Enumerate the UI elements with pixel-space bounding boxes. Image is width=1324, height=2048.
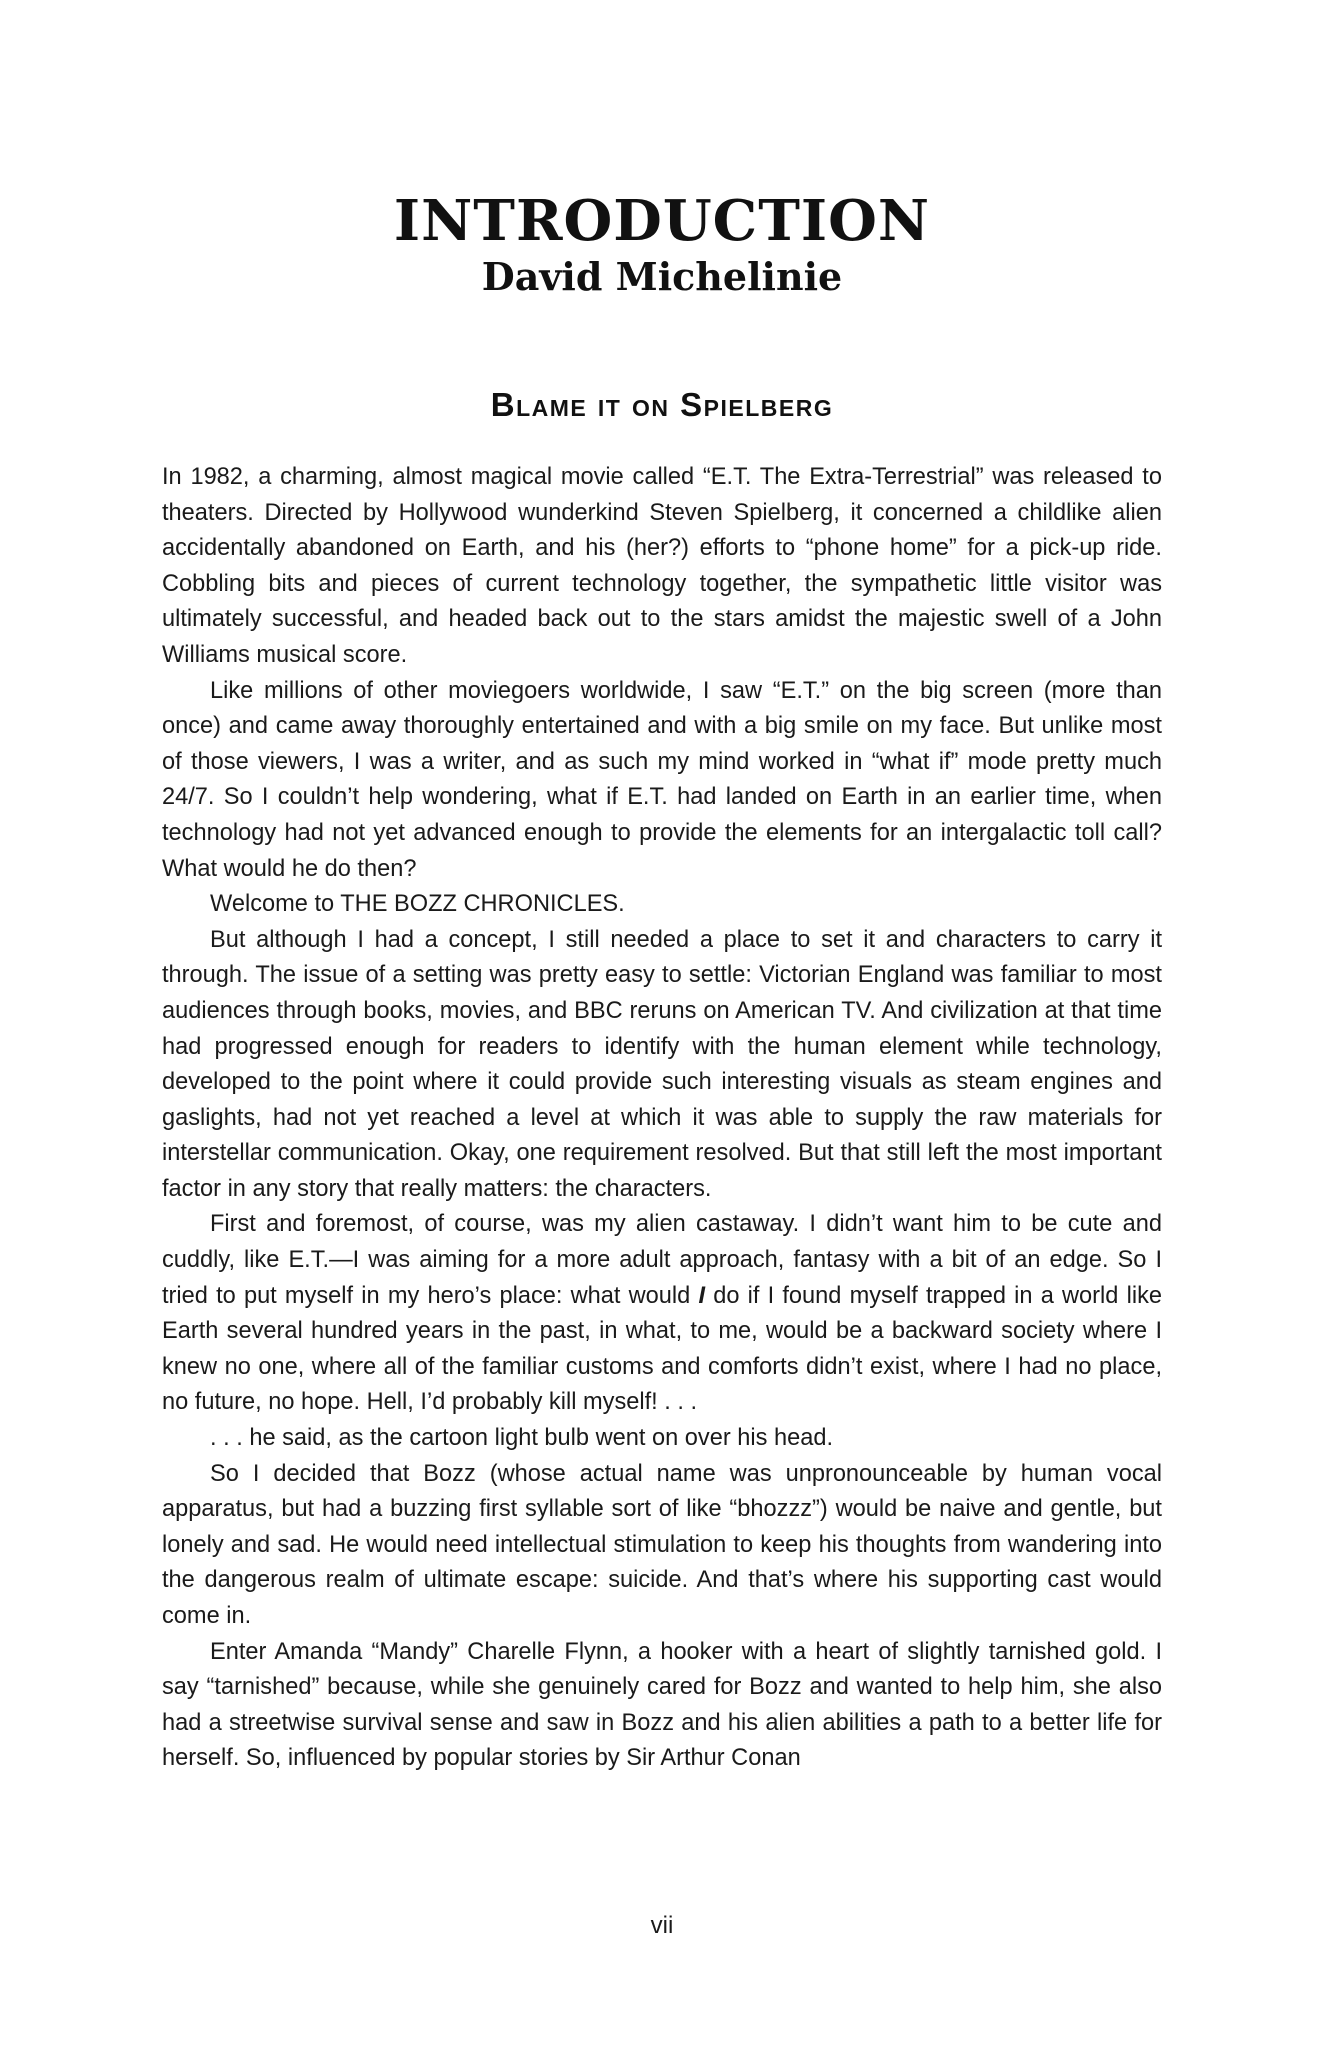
paragraph-5	[162, 1207, 1162, 1421]
paragraph-7: So I decided that Bozz (whose actual name was unpronounceable by human vocal apparatus, but had a buzzing first syllable sort of like “bhozzz”) would be naive and gentle, but lonely and sad. He would need intellectual stimulation to keep his thoughts from wandering into the dangerous realm of ultimate escape: suicide. And that’s where his supporting cast would come in.	[162, 1460, 1162, 1629]
paragraph-5-text-after: do if I found myself trapped in a world like Earth several hundred years in the past, in what, to me, would be a backward society where I knew no one, where all of the familiar customs and comforts didn’t exist, where I had no place, no future, no hope. Hell, I’d probably kill myself! . . .	[162, 1282, 1162, 1416]
paragraph-5-text-before: First and foremost, of course, was my alien castaway. I didn’t want him to be cute and cuddly, like E.T.—I was aiming for a more adult approach, fantasy with a bit of an edge. So I tried to put myself in my hero’s place: what would	[162, 1211, 1162, 1309]
page-number: vii	[650, 1912, 674, 1939]
body-text	[162, 460, 1162, 1777]
chapter-heading	[0, 188, 1324, 300]
paragraph-1: In 1982, a charming, almost magical movie called “E.T. The Extra-Terrestrial” was released to theaters. Directed by Hollywood wunderkind Steven Spielberg, it concerned a childlike alien accidentally abandoned on Earth, and his (her?) efforts to “phone home” for a pick-up ride. Cobbling bits and pieces of current technology together, the sympathetic little visitor was ultimately successful, and headed back out to the stars amidst the majestic swell of a John Williams musical score.	[162, 464, 1162, 668]
chapter-title: INTRODUCTION	[393, 188, 931, 254]
paragraph-8: Enter Amanda “Mandy” Charelle Flynn, a hooker with a heart of slightly tarnished gold. I say “tarnished” because, while she genuinely cared for Bozz and wanted to help him, she also had a streetwise survival sense and saw in Bozz and his alien abilities a path to a better life for herself. So, influenced by popular stories by Sir Arthur Conan	[162, 1638, 1162, 1772]
section-title: Blame it on Spielberg	[490, 386, 834, 423]
emphasized-word: I	[698, 1282, 706, 1309]
paragraph-3: Welcome to THE BOZZ CHRONICLES.	[210, 891, 625, 918]
paragraph-4: But although I had a concept, I still needed a place to set it and characters to carry it through. The issue of a setting was pretty easy to settle: Victorian England was familiar to most audiences through books, movies, and BBC reruns on American TV. And civilization at that time had progressed enough for readers to identify with the human element while technology, developed to the point where it could provide such interesting visuals as steam engines and gaslights, had not yet reached a level at which it was able to supply the raw materials for interstellar communication. Okay, one requirement resolved. But that still left the most important factor in any story that really matters: the characters.	[162, 926, 1162, 1202]
paragraph-6: . . . he said, as the cartoon light bulb went on over his head.	[210, 1425, 833, 1452]
author-name: David Michelinie	[481, 254, 843, 299]
paragraph-2: Like millions of other moviegoers worldwide, I saw “E.T.” on the big screen (more than once) and came away thoroughly entertained and with a big smile on my face. But unlike most of those viewers, I was a writer, and as such my mind worked in “what if” mode pretty much 24/7. So I couldn’t help wondering, what if E.T. had landed on Earth in an earlier time, when technology had not yet advanced enough to provide the elements for an intergalactic toll call? What would he do then?	[162, 677, 1162, 882]
